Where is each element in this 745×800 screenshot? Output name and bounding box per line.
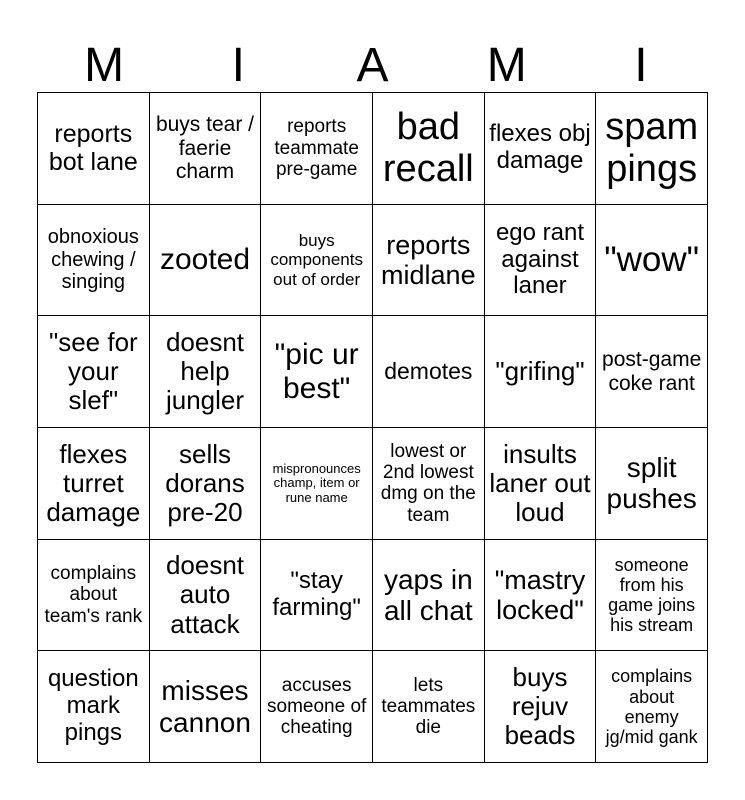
bingo-cell[interactable]: doesnt auto attack	[150, 540, 262, 652]
bingo-cell[interactable]: "stay farming"	[261, 540, 373, 652]
bingo-cell[interactable]: post-game coke rant	[596, 316, 708, 428]
bingo-cell[interactable]: "see for your slef"	[38, 316, 150, 428]
bingo-cell[interactable]: reports teammate pre-game	[261, 93, 373, 205]
header-letter: A	[356, 38, 389, 92]
bingo-cell[interactable]: "mastry locked"	[485, 540, 597, 652]
bingo-cell[interactable]: split pushes	[596, 428, 708, 540]
bingo-header	[37, 38, 708, 93]
bingo-cell[interactable]: bad recall	[373, 93, 485, 205]
header-letter: I	[634, 38, 648, 92]
bingo-cell[interactable]: someone from his game joins his stream	[596, 540, 708, 652]
bingo-cell[interactable]: obnoxious chewing / singing	[38, 205, 150, 317]
bingo-grid	[37, 92, 708, 763]
bingo-cell[interactable]: spam pings	[596, 93, 708, 205]
bingo-cell[interactable]: buys rejuv beads	[485, 651, 597, 763]
bingo-cell[interactable]: lowest or 2nd lowest dmg on the team	[373, 428, 485, 540]
bingo-cell[interactable]: complains about team's rank	[38, 540, 150, 652]
bingo-cell[interactable]: doesnt help jungler	[150, 316, 262, 428]
bingo-cell[interactable]: question mark pings	[38, 651, 150, 763]
bingo-cell[interactable]: mispronounces champ, item or rune name	[261, 428, 373, 540]
bingo-cell[interactable]: buys tear / faerie charm	[150, 93, 262, 205]
bingo-cell[interactable]: flexes obj damage	[485, 93, 597, 205]
bingo-cell[interactable]: "grifing"	[485, 316, 597, 428]
bingo-cell[interactable]: misses cannon	[150, 651, 262, 763]
bingo-cell[interactable]: yaps in all chat	[373, 540, 485, 652]
bingo-cell[interactable]: complains about enemy jg/mid gank	[596, 651, 708, 763]
bingo-cell[interactable]: demotes	[373, 316, 485, 428]
bingo-cell[interactable]: buys components out of order	[261, 205, 373, 317]
bingo-cell[interactable]: ego rant against laner	[485, 205, 597, 317]
bingo-cell[interactable]: "wow"	[596, 205, 708, 317]
bingo-cell[interactable]: zooted	[150, 205, 262, 317]
bingo-cell[interactable]: accuses someone of cheating	[261, 651, 373, 763]
bingo-cell[interactable]: flexes turret damage	[38, 428, 150, 540]
header-letter: M	[84, 38, 125, 92]
bingo-cell[interactable]: reports bot lane	[38, 93, 150, 205]
bingo-cell[interactable]: insults laner out loud	[485, 428, 597, 540]
bingo-cell[interactable]: sells dorans pre-20	[150, 428, 262, 540]
bingo-cell[interactable]: "pic ur best"	[261, 316, 373, 428]
header-letter: I	[231, 38, 245, 92]
bingo-cell[interactable]: lets teammates die	[373, 651, 485, 763]
bingo-cell[interactable]: reports midlane	[373, 205, 485, 317]
header-letter: M	[486, 38, 527, 92]
